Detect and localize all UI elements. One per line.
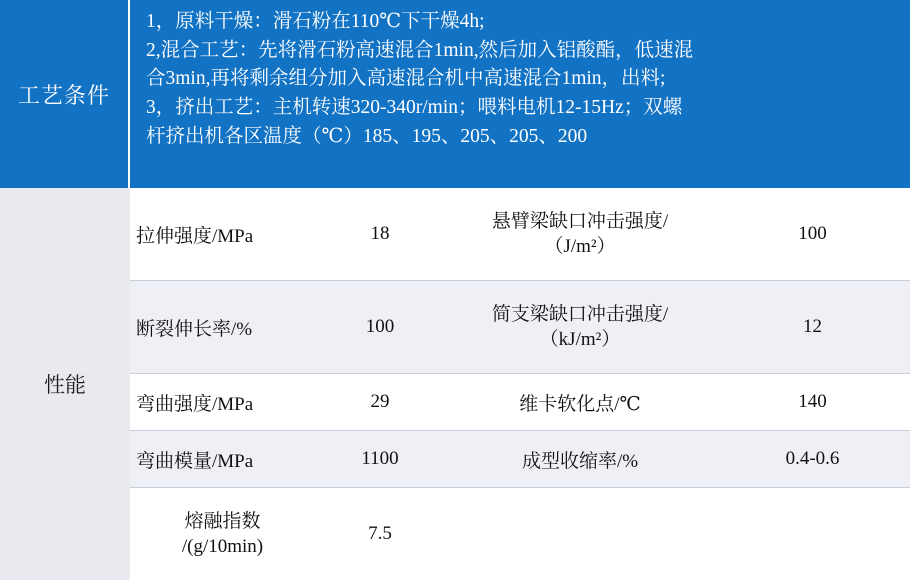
properties-section (0, 188, 910, 580)
property-name (130, 487, 315, 580)
property-name: 弯曲模量/MPa (130, 431, 315, 488)
property-value: 100 (315, 281, 445, 374)
table-row (130, 431, 910, 488)
property-name-secondary-empty (445, 487, 715, 580)
property-name-secondary (445, 188, 715, 281)
property-name-secondary-line1: 悬臂梁缺口冲击强度/ (491, 210, 669, 232)
process-line-1: 1，原料干燥：滑石粉在110℃下干燥4h; (146, 11, 485, 32)
properties-label: 性能 (0, 188, 130, 580)
property-value-secondary: 0.4-0.6 (715, 431, 910, 488)
property-name-secondary-line1: 简支梁缺口冲击强度/ (491, 304, 669, 326)
process-conditions-band (0, 0, 910, 188)
property-value-secondary-empty (715, 487, 910, 580)
property-name-secondary-line2: （kJ/m²） (539, 329, 621, 351)
property-name: 拉伸强度/MPa (130, 188, 315, 281)
property-name-secondary: 维卡软化点/℃ (445, 374, 715, 431)
property-name-secondary (445, 281, 715, 374)
property-value: 1100 (315, 431, 445, 488)
table-row (130, 188, 910, 281)
table-row (130, 374, 910, 431)
process-line-3: 合3min,再将剩余组分加入高速混合机中高速混合1min，出料; (146, 68, 666, 90)
process-conditions-text (130, 0, 910, 188)
property-name: 断裂伸长率/% (130, 281, 315, 374)
property-value: 7.5 (315, 487, 445, 580)
process-line-5: 杆挤出机各区温度（℃）185、195、205、205、200 (146, 125, 588, 147)
process-conditions-label: 工艺条件 (0, 0, 130, 188)
table-row (130, 487, 910, 580)
property-value-secondary: 12 (715, 281, 910, 374)
process-line-4: 3，挤出工艺：主机转速320-340r/min；喂料电机12-15Hz；双螺 (146, 96, 683, 118)
property-value-secondary: 100 (715, 188, 910, 281)
property-value: 18 (315, 188, 445, 281)
property-value: 29 (315, 374, 445, 431)
process-line-2: 2,混合工艺：先将滑石粉高速混合1min,然后加入铝酸酯，低速混 (146, 39, 694, 61)
table-row (130, 281, 910, 374)
property-name: 弯曲强度/MPa (130, 374, 315, 431)
property-name-line1: 熔融指数 (184, 510, 261, 532)
property-name-secondary: 成型收缩率/% (445, 431, 715, 488)
properties-table (130, 188, 910, 580)
property-name-line2: /(g/10min) (181, 535, 264, 557)
property-value-secondary: 140 (715, 374, 910, 431)
property-name-secondary-line2: （J/m²） (544, 236, 616, 258)
